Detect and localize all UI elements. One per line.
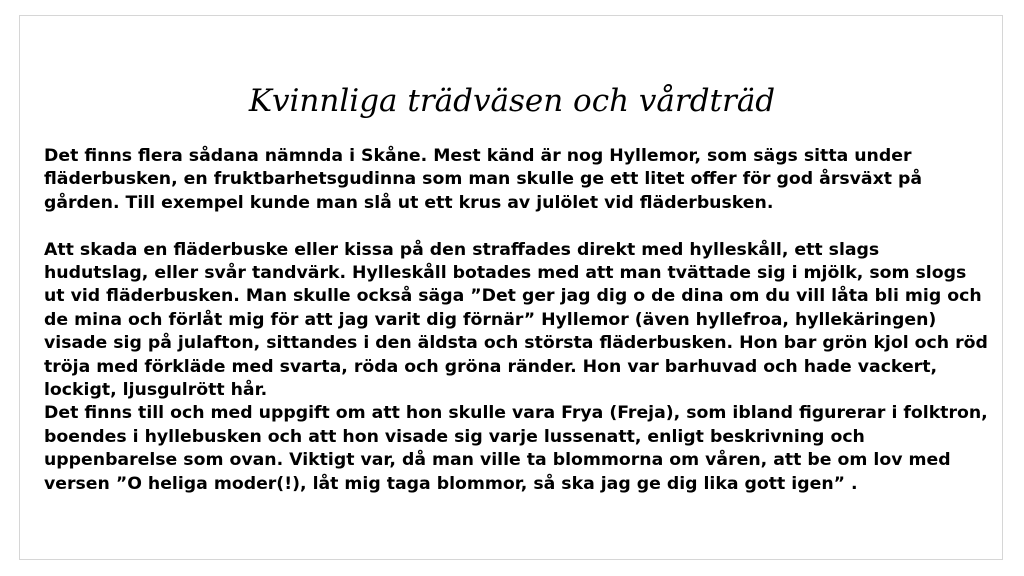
- slide-body: [44, 145, 989, 496]
- paragraph-hylleskall: Att skada en fläderbuske eller kissa på den straffades direkt med hylleskåll, ett slags hudutslag, eller svår tandvärk. Hylleskåll botades med att man tvättade sig i mjölk, som slogs ut vid fläderbusken. Man skulle också säga ”Det ger jag dig o de dina om du vill låta bli mig och de mina och förlåt mig för att jag varit dig förnär” Hyllemor (även hyllefroa, hyllekäringen) visade sig på julafton, sittandes i den äldsta och största fläderbusken. Hon bar grön kjol och röd tröja med förkläde med svarta, röda och gröna ränder. Hon var barhuvad och hade vackert, lockigt, ljusgulrött hår.: [44, 239, 988, 401]
- paragraph-frya: Det finns till och med uppgift om att hon skulle vara Frya (Freja), som ibland figurerar i folktron, boendes i hyllebusken och att hon visade sig varje lussenatt, enligt beskrivning och uppenbarelse som ovan. Viktigt var, då man ville ta blommorna om våren, att be om lov med versen ”O heliga moder(!), låt mig taga blommor, så ska jag ge dig lika gott igen” .: [44, 403, 988, 494]
- slide-title: Kvinnliga trädväsen och vårdträd: [248, 83, 776, 119]
- paragraph-hyllemor-intro: Det finns flera sådana nämnda i Skåne. Mest känd är nog Hyllemor, som sägs sitta under fläderbusken, en fruktbarhetsgudinna som man skulle ge ett litet offer för god årsväxt på gården. Till exempel kunde man slå ut ett krus av julölet vid fläderbusken.: [44, 146, 923, 213]
- paragraph-spacer: [44, 215, 989, 238]
